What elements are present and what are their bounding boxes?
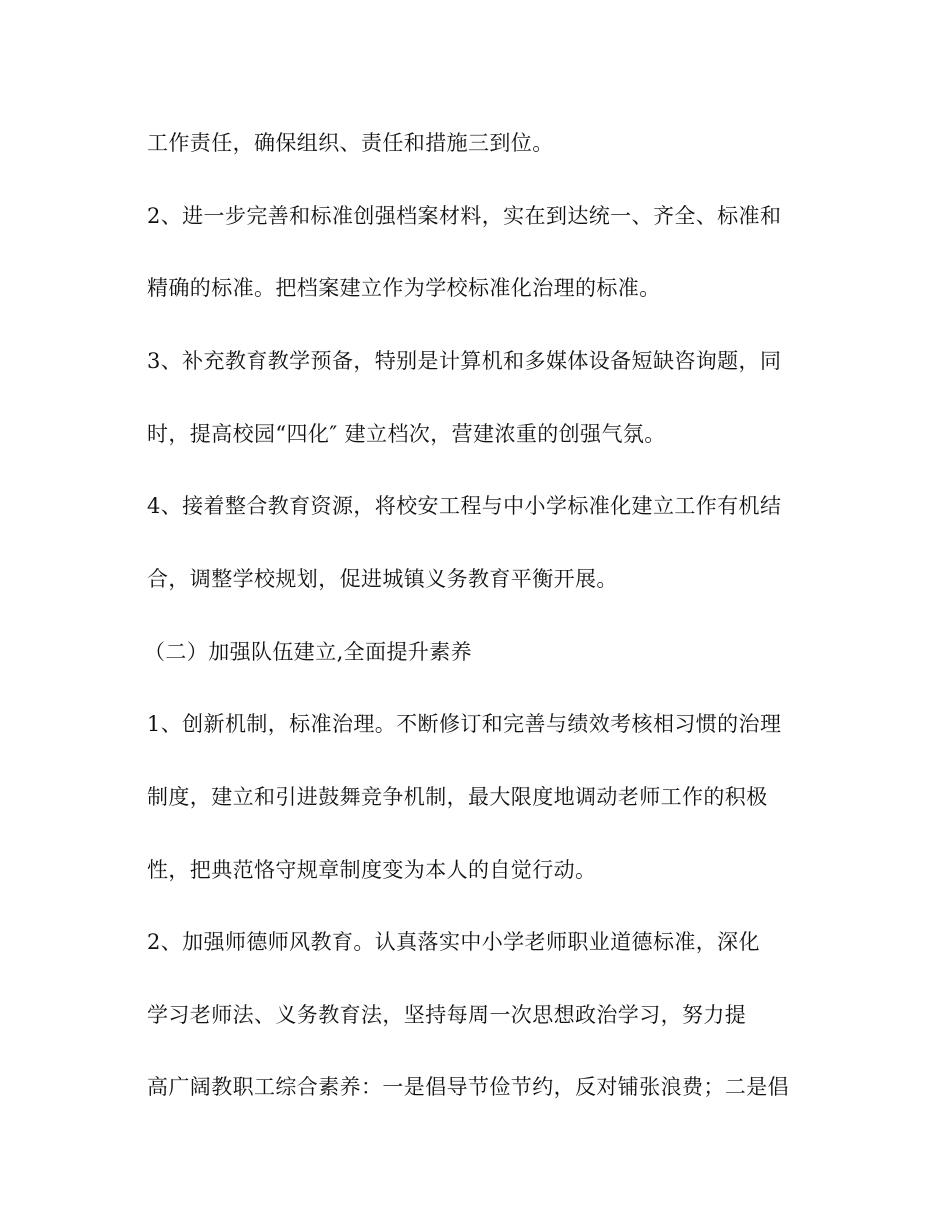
text-line: 高广阔教职工综合素养：一是倡导节俭节约，反对铺张浪费；二是倡 bbox=[147, 1075, 789, 1099]
text-line: 2、进一步完善和标准创强档案材料，实在到达统一、齐全、标准和 bbox=[147, 204, 782, 228]
text-line: 2、加强师德师风教育。认真落实中小学老师职业道德标准，深化 bbox=[147, 930, 760, 954]
text-line: 1、创新机制，标准治理。不断修订和完善与绩效考核相习惯的治理 bbox=[147, 712, 782, 736]
section-heading: （二）加强队伍建立,全面提升素养 bbox=[144, 640, 473, 664]
text-line: 时，提高校园“四化″ 建立档次，营建浓重的创强气氛。 bbox=[147, 422, 666, 446]
text-line: 性，把典范恪守规章制度变为本人的自觉行动。 bbox=[147, 858, 597, 882]
text-line: 精确的标准。把档案建立作为学校标准化治理的标准。 bbox=[147, 276, 661, 300]
text-line: 4、接着整合教育资源，将校安工程与中小学标准化建立工作有机结 bbox=[147, 494, 782, 518]
text-line: 学习老师法、义务教育法，坚持每周一次思想政治学习，努力提 bbox=[147, 1003, 747, 1027]
text-line: 3、补充教育教学预备，特别是计算机和多媒体设备短缺咨询题，同 bbox=[147, 349, 782, 373]
text-line: 制度，建立和引进鼓舞竞争机制，最大限度地调动老师工作的积极 bbox=[147, 785, 768, 809]
text-line: 工作责任，确保组织、责任和措施三到位。 bbox=[147, 131, 554, 155]
text-line: 合，调整学校规划，促进城镇义务教育平衡开展。 bbox=[147, 567, 618, 591]
